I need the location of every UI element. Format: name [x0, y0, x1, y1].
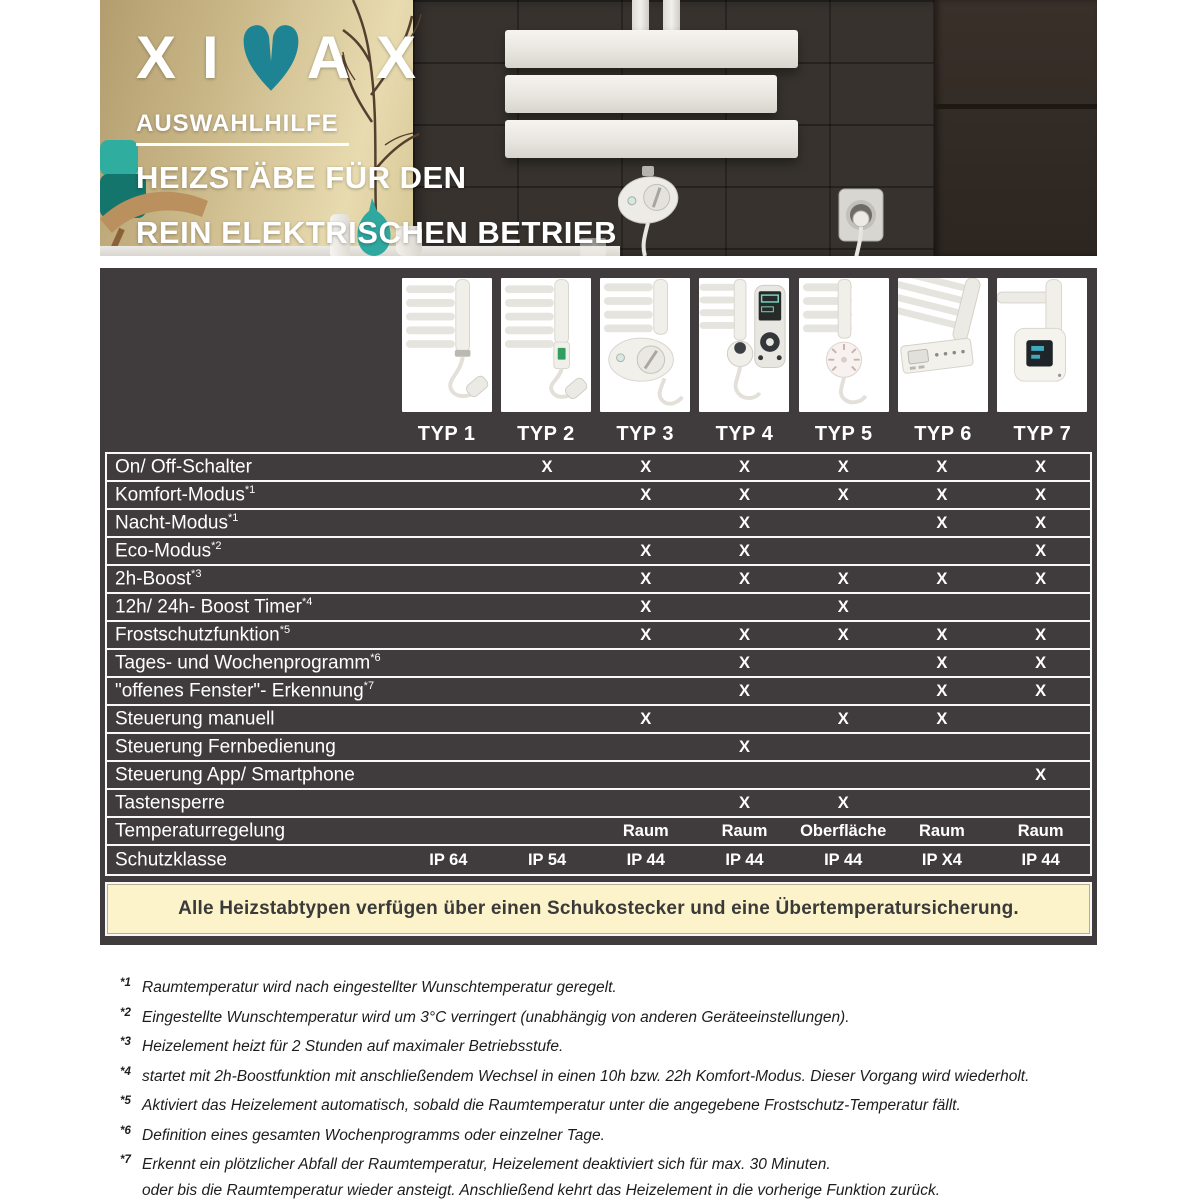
logo-m-drop-icon: [239, 22, 303, 92]
footnote-ref: *1: [228, 512, 238, 524]
hero-text-block: [136, 16, 617, 256]
footnote-marker: *6: [120, 1119, 142, 1145]
footnote-ref: *5: [280, 624, 290, 636]
column-typ4: [695, 278, 794, 448]
feature-cell-typ1: IP 64: [399, 851, 498, 870]
footnote-line: [120, 1001, 1097, 1031]
feature-cell-typ4: X: [695, 682, 794, 701]
radiator-pipe: [663, 0, 680, 32]
feature-cell-typ4: X: [695, 542, 794, 561]
typ3-label: TYP 3: [596, 417, 695, 448]
feature-cell-typ4: X: [695, 794, 794, 813]
footnote-ref: *2: [211, 540, 221, 552]
feature-cell-typ6: X: [893, 682, 992, 701]
typ4-product-image: [699, 278, 789, 412]
footnote-marker: *7: [120, 1148, 142, 1174]
feature-cell-typ4: IP 44: [695, 851, 794, 870]
feature-cell-typ7: X: [991, 570, 1090, 589]
page-title-line2: REIN ELEKTRISCHEN BETRIEB: [136, 209, 617, 256]
footnote-ref: *1: [245, 484, 255, 496]
footnote-text: Heizelement heizt für 2 Stunden auf maximaler Betriebsstufe.: [142, 1038, 563, 1055]
feature-label: Steuerung App/ Smartphone: [107, 764, 399, 786]
page-title-line1: HEIZSTÄBE FÜR DEN: [136, 154, 617, 201]
footnote-marker: *5: [120, 1089, 142, 1115]
footnote-text: Definition eines gesamten Wochenprogramms oder einzelner Tage.: [142, 1127, 605, 1144]
feature-cell-typ3: X: [596, 486, 695, 505]
typ6-product-image: [898, 278, 988, 412]
feature-cell-typ5: X: [794, 486, 893, 505]
typ2-product-image: [501, 278, 591, 412]
feature-cell-typ6: X: [893, 710, 992, 729]
footnote-text: Erkennt ein plötzlicher Abfall der Raumtemperatur, Heizelement deaktiviert sich für max. 30 Minuten.: [142, 1156, 831, 1173]
feature-cell-typ7: X: [991, 766, 1090, 785]
typ4-label: TYP 4: [695, 417, 794, 448]
footnote-ref: *6: [370, 652, 380, 664]
feature-cell-typ7: X: [991, 682, 1090, 701]
table-row: [107, 762, 1090, 790]
feature-cell-typ3: X: [596, 570, 695, 589]
feature-label: Frostschutzfunktion$^{*5}$: [107, 624, 399, 646]
header-spacer: [105, 278, 397, 448]
footnote-marker: *2: [120, 1001, 142, 1027]
logo-text-right: AX: [307, 16, 442, 100]
page: [100, 0, 1097, 1203]
feature-cell-typ5: X: [794, 626, 893, 645]
column-typ7: [993, 278, 1092, 448]
footnote-text: oder bis die Raumtemperatur wieder ansteigt. Anschließend kehrt das Heizelement in die vorherige Funktion zurück.: [142, 1182, 940, 1199]
feature-cell-typ7: X: [991, 626, 1090, 645]
comparison-panel: [100, 268, 1097, 945]
feature-cell-typ4: X: [695, 738, 794, 757]
typ3-product-image: [600, 278, 690, 412]
footnote-marker: *1: [120, 971, 142, 997]
feature-cell-typ3: IP 44: [596, 851, 695, 870]
feature-table: [105, 452, 1092, 876]
eyebrow-title: AUSWAHLHILFE: [136, 110, 349, 146]
feature-cell-typ5: X: [794, 794, 893, 813]
feature-cell-typ4: X: [695, 654, 794, 673]
hero-banner: [100, 0, 1097, 256]
typ1-product-image: [402, 278, 492, 412]
footnotes: [120, 971, 1097, 1203]
hero-cabinet: [934, 0, 1097, 256]
feature-label: Eco-Modus$^{*2}$: [107, 540, 399, 562]
footnote-line: [120, 1089, 1097, 1119]
feature-cell-typ4: X: [695, 570, 794, 589]
feature-cell-typ4: X: [695, 514, 794, 533]
feature-cell-typ5: Oberfläche: [794, 822, 893, 841]
feature-cell-typ4: X: [695, 458, 794, 477]
feature-label: On/ Off-Schalter: [107, 456, 399, 478]
table-row: [107, 510, 1090, 538]
footnote-line: [120, 1060, 1097, 1090]
feature-label: "offenes Fenster"- Erkennung$^{*7}$: [107, 680, 399, 702]
feature-cell-typ6: X: [893, 654, 992, 673]
feature-label: Temperaturregelung: [107, 820, 399, 842]
feature-label: Steuerung Fernbedienung: [107, 736, 399, 758]
feature-label: Tastensperre: [107, 792, 399, 814]
feature-cell-typ4: Raum: [695, 822, 794, 841]
feature-cell-typ6: Raum: [893, 822, 992, 841]
feature-label: Schutzklasse: [107, 849, 399, 871]
wall-socket: [838, 188, 884, 256]
table-row: [107, 706, 1090, 734]
feature-cell-typ6: X: [893, 570, 992, 589]
footnote-marker: *4: [120, 1060, 142, 1086]
footnote-line: [120, 971, 1097, 1001]
table-row: [107, 790, 1090, 818]
logo-text-left: XI: [136, 16, 245, 100]
feature-cell-typ4: X: [695, 626, 794, 645]
footnote-text: startet mit 2h-Boostfunktion mit anschließendem Wechsel in einen 10h bzw. 22h Komfort-Modus. Dieser Vorgang wird wiederholt.: [142, 1068, 1029, 1085]
feature-cell-typ6: X: [893, 458, 992, 477]
feature-cell-typ5: X: [794, 598, 893, 617]
footnote-marker: *3: [120, 1030, 142, 1056]
footnote-ref: *3: [191, 568, 201, 580]
feature-cell-typ3: X: [596, 626, 695, 645]
feature-cell-typ2: X: [498, 458, 597, 477]
feature-cell-typ7: X: [991, 654, 1090, 673]
feature-cell-typ3: X: [596, 710, 695, 729]
feature-cell-typ3: Raum: [596, 822, 695, 841]
feature-cell-typ5: X: [794, 570, 893, 589]
feature-cell-typ7: X: [991, 486, 1090, 505]
feature-cell-typ2: IP 54: [498, 851, 597, 870]
footnote-ref: *7: [364, 680, 374, 692]
footnote-line: [120, 1119, 1097, 1149]
typ2-label: TYP 2: [496, 417, 595, 448]
table-row: [107, 818, 1090, 846]
feature-label: Steuerung manuell: [107, 708, 399, 730]
feature-cell-typ3: X: [596, 598, 695, 617]
feature-cell-typ3: X: [596, 458, 695, 477]
feature-cell-typ6: IP X4: [893, 851, 992, 870]
note-text: Alle Heizstabtypen verfügen über einen Schukostecker und eine Übertemperatursicherung.: [178, 898, 1019, 920]
table-row: [107, 538, 1090, 566]
footnote-text: Eingestellte Wunschtemperatur wird um 3°C verringert (unabhängig von anderen Geräteeinstellungen).: [142, 1009, 850, 1026]
feature-cell-typ4: X: [695, 486, 794, 505]
feature-label: 12h/ 24h- Boost Timer$^{*4}$: [107, 596, 399, 618]
feature-cell-typ5: X: [794, 710, 893, 729]
column-typ1: [397, 278, 496, 448]
feature-cell-typ3: X: [596, 542, 695, 561]
typ6-label: TYP 6: [893, 417, 992, 448]
feature-cell-typ6: X: [893, 514, 992, 533]
table-row: [107, 594, 1090, 622]
feature-cell-typ5: X: [794, 458, 893, 477]
footnote-line: [120, 1148, 1097, 1178]
feature-label: Nacht-Modus$^{*1}$: [107, 512, 399, 534]
column-typ2: [496, 278, 595, 448]
feature-label: Komfort-Modus$^{*1}$: [107, 484, 399, 506]
table-row: [107, 482, 1090, 510]
footnote-ref: *4: [302, 596, 312, 608]
footnote-line: [120, 1178, 1097, 1203]
feature-cell-typ7: Raum: [991, 822, 1090, 841]
table-row: [107, 622, 1090, 650]
feature-label: 2h-Boost$^{*3}$: [107, 568, 399, 590]
footnote-text: Raumtemperatur wird nach eingestellter Wunschtemperatur geregelt.: [142, 979, 617, 996]
table-row: [107, 650, 1090, 678]
typ7-label: TYP 7: [993, 417, 1092, 448]
column-typ6: [893, 278, 992, 448]
ximax-logo: [136, 16, 617, 100]
note-bar: [105, 882, 1092, 936]
feature-label: Tages- und Wochenprogramm$^{*6}$: [107, 652, 399, 674]
feature-cell-typ6: X: [893, 626, 992, 645]
typ1-label: TYP 1: [397, 417, 496, 448]
table-row: [107, 846, 1090, 874]
typ5-product-image: [799, 278, 889, 412]
feature-cell-typ5: IP 44: [794, 851, 893, 870]
radiator-pipe: [632, 0, 649, 32]
typ5-label: TYP 5: [794, 417, 893, 448]
feature-cell-typ6: X: [893, 486, 992, 505]
column-typ5: [794, 278, 893, 448]
feature-cell-typ7: X: [991, 458, 1090, 477]
column-typ3: [596, 278, 695, 448]
table-row: [107, 734, 1090, 762]
footnote-line: [120, 1030, 1097, 1060]
feature-cell-typ7: IP 44: [991, 851, 1090, 870]
heating-element-control: [618, 166, 682, 256]
table-row: [107, 566, 1090, 594]
towel: [100, 140, 138, 176]
table-row: [107, 454, 1090, 482]
footnote-text: Aktiviert das Heizelement automatisch, sobald die Raumtemperatur unter die angegebene Frostschutz-Temperatur fällt.: [142, 1097, 961, 1114]
product-header-row: [105, 278, 1092, 448]
feature-cell-typ7: X: [991, 542, 1090, 561]
feature-cell-typ7: X: [991, 514, 1090, 533]
table-row: [107, 678, 1090, 706]
typ7-product-image: [997, 278, 1087, 412]
